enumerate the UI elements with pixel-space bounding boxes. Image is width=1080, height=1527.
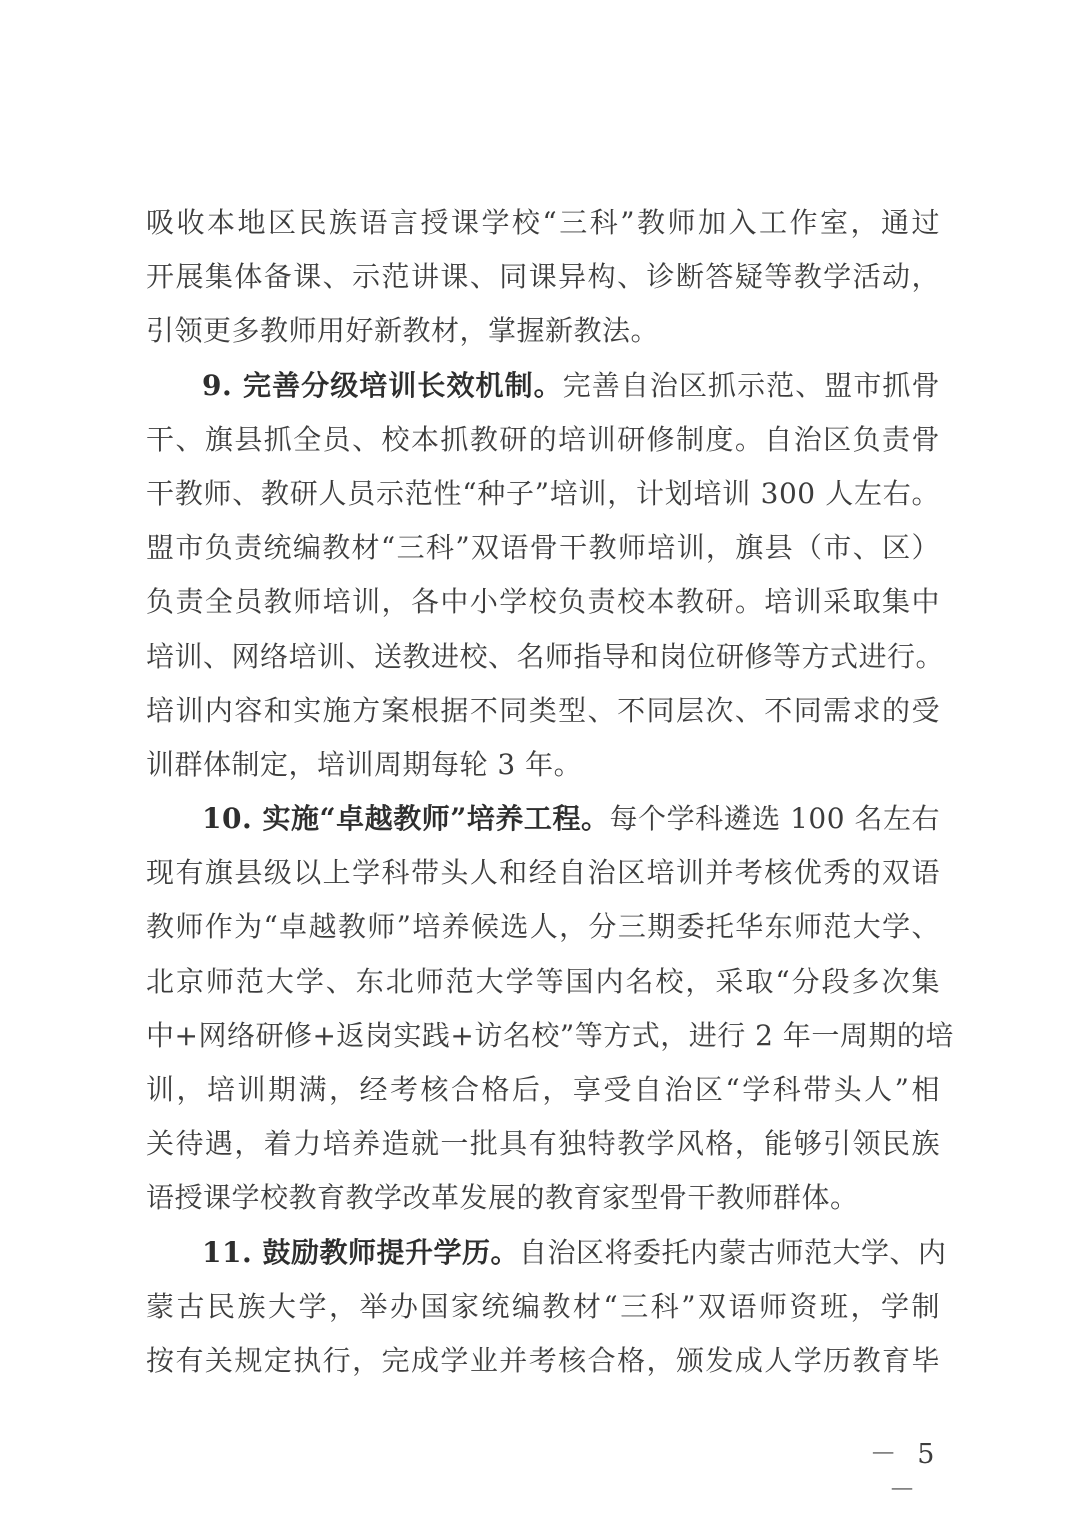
text-run: 完善自治区抓示范、盟市抓骨 — [562, 368, 940, 402]
text-line: 训，培训期满，经考核合格后，享受自治区“学科带头人”相 — [146, 1073, 940, 1106]
text-line: 语授课学校教育教学改革发展的教育家型骨干教师群体。 — [146, 1181, 859, 1215]
paragraph-first-line — [146, 792, 940, 846]
text-line: 按有关规定执行，完成学业并考核合格，颁发成人学历教育毕 — [146, 1343, 940, 1377]
text-line: 吸收本地区民族语言授课学校“三科”教师加入工作室，通过 — [146, 206, 940, 239]
text-line: 蒙古民族大学，举办国家统编教材“三科”双语师资班，学制 — [146, 1289, 940, 1323]
text-line: 负责全员教师培训，各中小学校负责校本教研。培训采取集中 — [146, 585, 940, 619]
text-line: 训群体制定，培训周期每轮 3 年。 — [146, 747, 583, 781]
text-run: 自治区将委托内蒙古师范大学、内 — [518, 1235, 947, 1269]
section-heading-10: 10. 实施“卓越教师”培养工程。 — [202, 802, 610, 836]
text-line: 培训、网络培训、送教进校、名师指导和岗位研修等方式进行。 — [146, 639, 945, 673]
text-run: 每个学科遴选 100 名左右 — [609, 802, 940, 836]
text-line: 关待遇，着力培养造就一批具有独特教学风格，能够引领民族 — [146, 1127, 940, 1161]
section-heading-9: 9. 完善分级培训长效机制。 — [202, 368, 563, 402]
paragraph-first-line — [146, 359, 940, 413]
text-line: 现有旗县级以上学科带头人和经自治区培训并考核优秀的双语 — [146, 856, 940, 890]
text-line: 干、旗县抓全员、校本抓教研的培训研修制度。自治区负责骨 — [146, 422, 940, 456]
paragraph-first-line — [146, 1226, 947, 1280]
text-line: 盟市负责统编教材“三科”双语骨干教师培训，旗县（市、区） — [146, 531, 940, 565]
section-heading-11: 11. 鼓励教师提升学历。 — [202, 1235, 519, 1269]
text-line: 培训内容和实施方案根据不同类型、不同层次、不同需求的受 — [146, 693, 940, 727]
text-line: 教师作为“卓越教师”培养候选人，分三期委托华东师范大学、 — [146, 910, 940, 944]
text-line: 中+网络研修+返岗实践+访名校”等方式，进行 2 年一周期的培 — [146, 1018, 954, 1052]
text-line: 引领更多教师用好新教材，掌握新教法。 — [146, 314, 660, 348]
text-line: 开展集体备课、示范讲课、同课异构、诊断答疑等教学活动， — [146, 260, 940, 294]
page-number: － 5 － — [869, 1439, 941, 1506]
document-body — [146, 196, 954, 1388]
text-line: 北京师范大学、东北师范大学等国内名校，采取“分段多次集 — [146, 964, 940, 998]
text-line: 干教师、教研人员示范性“种子”培训，计划培训 300 人左右。 — [146, 476, 940, 510]
